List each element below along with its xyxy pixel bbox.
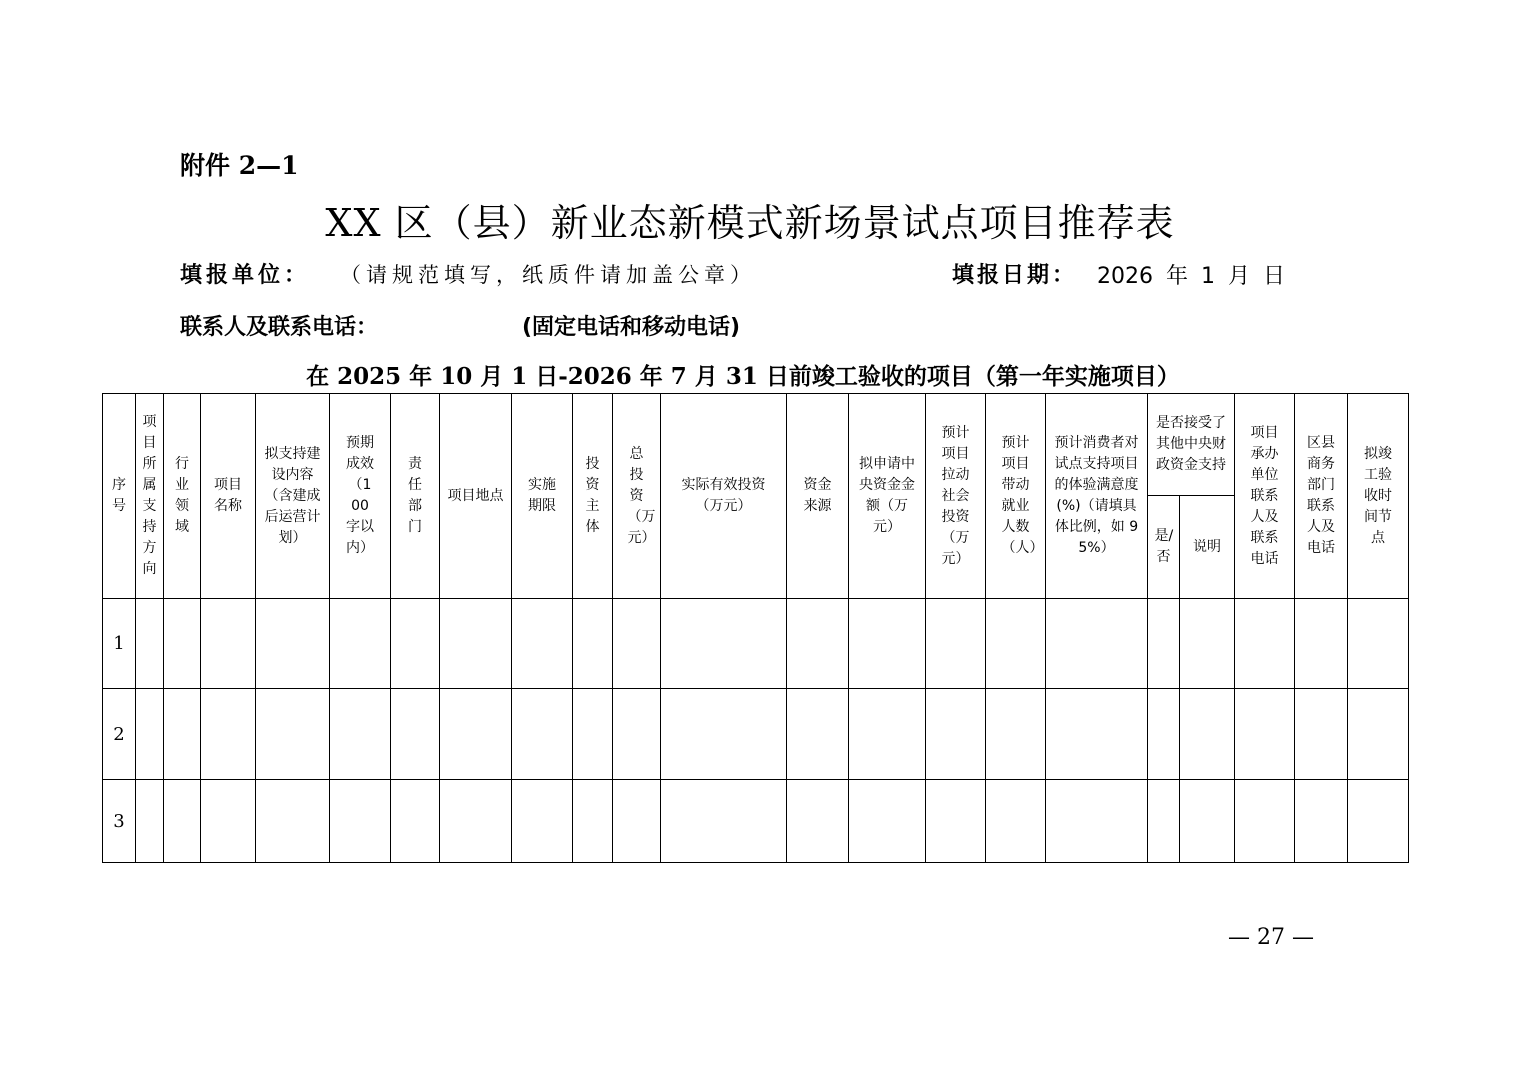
table-cell[interactable] [573,599,613,689]
contact-label: 联系人及联系电话： [180,315,379,340]
table-cell[interactable] [613,780,661,863]
table-cell[interactable] [201,689,256,780]
table-cell[interactable] [1295,599,1348,689]
header-name: 项目名称 [201,394,256,599]
header-actual: 实际有效投资（万元） [661,394,787,599]
table-cell[interactable] [136,780,164,863]
table-cell[interactable] [1046,689,1148,780]
table-cell[interactable] [613,689,661,780]
header-social-invest: 预计项目拉动社会投资（万元） [926,394,986,599]
table-cell[interactable] [1348,689,1409,780]
table-cell[interactable] [330,780,391,863]
table-cell[interactable] [986,599,1046,689]
row-number: 3 [103,780,136,863]
table-cell[interactable] [164,689,201,780]
header-content: 拟支持建设内容（含建成后运营计划） [256,394,330,599]
table-cell[interactable] [164,599,201,689]
contact-note: (固定电话和移动电话) [522,315,741,340]
table-cell[interactable] [201,599,256,689]
table-cell[interactable] [849,780,926,863]
table-cell[interactable] [440,689,512,780]
table-cell[interactable] [391,689,440,780]
section-title: 在 2025 年 10 月 1 日-2026 年 7 月 31 日前竣工验收的项目（第一年实施项目） [306,363,1180,390]
table-cell[interactable] [1235,780,1295,863]
table-cell[interactable] [256,599,330,689]
table-cell[interactable] [1148,780,1180,863]
header-fund-source: 资金来源 [787,394,849,599]
header-district-contact: 区县商务部门联系人及电话 [1295,394,1348,599]
table-cell[interactable] [256,689,330,780]
header-total: 总投资（万元） [613,394,661,599]
table-cell[interactable] [512,780,573,863]
header-central-fund: 拟申请中央资金金额（万元） [849,394,926,599]
date-label: 填报日期： [952,263,1078,288]
table-cell[interactable] [661,599,787,689]
unit-label: 填报单位： [180,263,311,288]
table-cell[interactable] [1046,780,1148,863]
table-cell[interactable] [1348,599,1409,689]
table-cell[interactable] [1148,599,1180,689]
table-cell[interactable] [573,780,613,863]
header-yes-no: 是/否 [1148,496,1180,599]
header-direction: 项目所属支持方向 [136,394,164,599]
header-acceptance-time: 拟竣工验收时间节点 [1348,394,1409,599]
row-number: 1 [103,599,136,689]
table-cell[interactable] [926,599,986,689]
header-dept: 责任部门 [391,394,440,599]
table-cell[interactable] [1046,599,1148,689]
table-row [103,780,1409,863]
table-cell[interactable] [787,780,849,863]
table-cell[interactable] [573,689,613,780]
table-cell[interactable] [1235,689,1295,780]
table-cell[interactable] [1235,599,1295,689]
project-table [102,393,1409,863]
table-cell[interactable] [849,689,926,780]
table-cell[interactable] [926,780,986,863]
table-cell[interactable] [1180,780,1235,863]
header-contact-unit: 项目承办单位联系人及联系电话 [1235,394,1295,599]
table-cell[interactable] [256,780,330,863]
header-industry: 行业领域 [164,394,201,599]
header-other-support: 是否接受了其他中央财政资金支持 [1148,394,1235,496]
table-cell[interactable] [661,780,787,863]
table-cell[interactable] [986,780,1046,863]
page-title: XX 区（县）新业态新模式新场景试点项目推荐表 [325,201,1175,245]
table-cell[interactable] [201,780,256,863]
table-cell[interactable] [787,599,849,689]
table-cell[interactable] [440,780,512,863]
table-cell[interactable] [1348,780,1409,863]
row-number: 2 [103,689,136,780]
header-period: 实施期限 [512,394,573,599]
table-cell[interactable] [330,689,391,780]
header-investor: 投资主体 [573,394,613,599]
header-effect: 预期成效（100字以内） [330,394,391,599]
header-seq: 序号 [103,394,136,599]
table-cell[interactable] [849,599,926,689]
table-cell[interactable] [391,599,440,689]
table-cell[interactable] [391,780,440,863]
table-row [103,599,1409,689]
table-cell[interactable] [1180,599,1235,689]
table-cell[interactable] [661,689,787,780]
page-number: — 27 — [1228,925,1314,950]
header-description: 说明 [1180,496,1235,599]
table-cell[interactable] [1180,689,1235,780]
table-cell[interactable] [164,780,201,863]
table-cell[interactable] [613,599,661,689]
table-cell[interactable] [926,689,986,780]
table-cell[interactable] [512,599,573,689]
table-cell[interactable] [440,599,512,689]
table-cell[interactable] [1295,780,1348,863]
table-cell[interactable] [512,689,573,780]
table-cell[interactable] [136,599,164,689]
table-cell[interactable] [986,689,1046,780]
table-cell[interactable] [1148,689,1180,780]
date-value: 2026 年 1 月 日 [1097,264,1285,289]
header-satisfaction: 预计消费者对试点支持项目的体验满意度 (%)（请填具体比例，如 95%） [1046,394,1148,599]
table-cell[interactable] [787,689,849,780]
table-cell[interactable] [136,689,164,780]
attachment-label: 附件 2—1 [180,151,299,180]
table-row [103,689,1409,780]
table-cell[interactable] [1295,689,1348,780]
header-location: 项目地点 [440,394,512,599]
header-employment: 预计项目带动就业人数（人） [986,394,1046,599]
unit-note: （请规范填写，纸质件请加盖公章） [340,263,756,287]
table-cell[interactable] [330,599,391,689]
